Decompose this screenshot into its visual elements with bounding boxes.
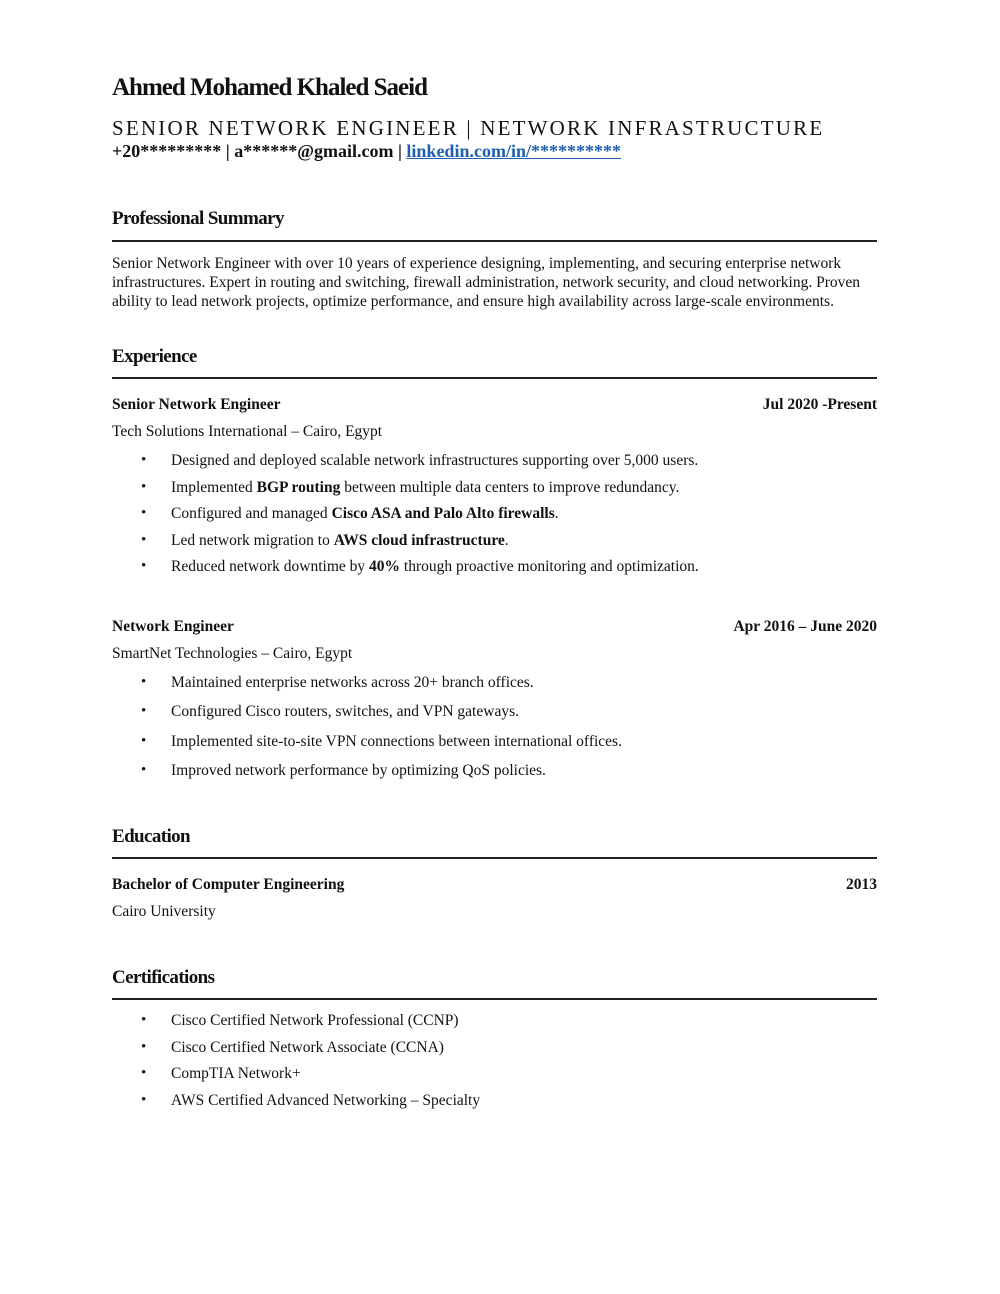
bullet-icon: • bbox=[141, 703, 147, 720]
job-bullet-list bbox=[112, 674, 877, 791]
job-title: Senior Network Engineer bbox=[112, 396, 281, 413]
section-divider bbox=[112, 377, 877, 379]
section-title-experience: Experience bbox=[112, 346, 197, 367]
contact-phone-email: +20********* | a******@gmail.com | bbox=[112, 141, 407, 161]
education-degree: Bachelor of Computer Engineering bbox=[112, 876, 345, 893]
list-item: • Maintained enterprise networks across 20+ branch offices. bbox=[141, 674, 534, 691]
section-title-education: Education bbox=[112, 826, 191, 847]
list-item: • Implemented site-to-site VPN connections between international offices. bbox=[141, 732, 622, 750]
job-title: Network Engineer bbox=[112, 618, 234, 635]
job-dates: Jul 2020 -Present bbox=[762, 396, 877, 413]
education-school: Cairo University bbox=[112, 903, 216, 920]
list-item: • Designed and deployed scalable network infrastructures supporting over 5,000 users. bbox=[141, 452, 699, 469]
summary-text: Senior Network Engineer with over 10 years of experience designing, implementing, and securing enterprise network infrastructures. Expert in routing and switching, firewall administration, network security, and cloud networking. Proven ability to lead network projects, optimize performance, and ensure high availability across large-scale environments. bbox=[112, 255, 860, 310]
list-item: • Cisco Certified Network Professional (CCNP) bbox=[141, 1012, 459, 1029]
job-bullet-list bbox=[112, 452, 877, 585]
bullet-icon: • bbox=[141, 1012, 147, 1028]
bullet-icon: • bbox=[141, 1038, 147, 1055]
list-item: • Reduced network downtime by 40% through proactive monitoring and optimization. bbox=[141, 558, 699, 575]
bullet-icon: • bbox=[141, 1065, 147, 1081]
list-item: • Improved network performance by optimizing QoS policies. bbox=[141, 761, 546, 779]
list-item: • CompTIA Network+ bbox=[141, 1065, 301, 1082]
bullet-icon: • bbox=[141, 531, 147, 548]
job-dates: Apr 2016 – June 2020 bbox=[733, 618, 877, 635]
bullet-icon: • bbox=[141, 1091, 147, 1108]
list-item: • Led network migration to AWS cloud infrastructure. bbox=[141, 531, 509, 549]
bullet-icon: • bbox=[141, 452, 147, 468]
list-item: • Cisco Certified Network Associate (CCNA) bbox=[141, 1038, 444, 1056]
candidate-name: Ahmed Mohamed Khaled Saeid bbox=[112, 74, 428, 101]
bullet-icon: • bbox=[141, 505, 147, 521]
section-divider bbox=[112, 240, 877, 242]
bullet-icon: • bbox=[141, 478, 147, 495]
section-divider bbox=[112, 998, 877, 1000]
linkedin-link[interactable]: linkedin.com/in/********** bbox=[406, 141, 621, 161]
bullet-icon: • bbox=[141, 732, 147, 749]
list-item: • Configured Cisco routers, switches, and VPN gateways. bbox=[141, 703, 519, 721]
list-item: • Configured and managed Cisco ASA and Palo Alto firewalls. bbox=[141, 505, 559, 522]
job-company: Tech Solutions International – Cairo, Egypt bbox=[112, 423, 383, 440]
bullet-icon: • bbox=[141, 761, 147, 778]
list-item: • Implemented BGP routing between multiple data centers to improve redundancy. bbox=[141, 478, 680, 496]
section-title-certifications: Certifications bbox=[112, 967, 215, 988]
certification-list bbox=[112, 1012, 877, 1118]
candidate-headline: SENIOR NETWORK ENGINEER | NETWORK INFRASTRUCTURE bbox=[112, 116, 825, 140]
section-divider bbox=[112, 857, 877, 859]
job-company: SmartNet Technologies – Cairo, Egypt bbox=[112, 645, 353, 662]
bullet-icon: • bbox=[141, 674, 147, 690]
bullet-icon: • bbox=[141, 558, 147, 574]
list-item: • AWS Certified Advanced Networking – Specialty bbox=[141, 1091, 481, 1109]
section-title-summary: Professional Summary bbox=[112, 208, 284, 229]
education-year: 2013 bbox=[846, 876, 877, 893]
contact-line bbox=[112, 141, 621, 162]
